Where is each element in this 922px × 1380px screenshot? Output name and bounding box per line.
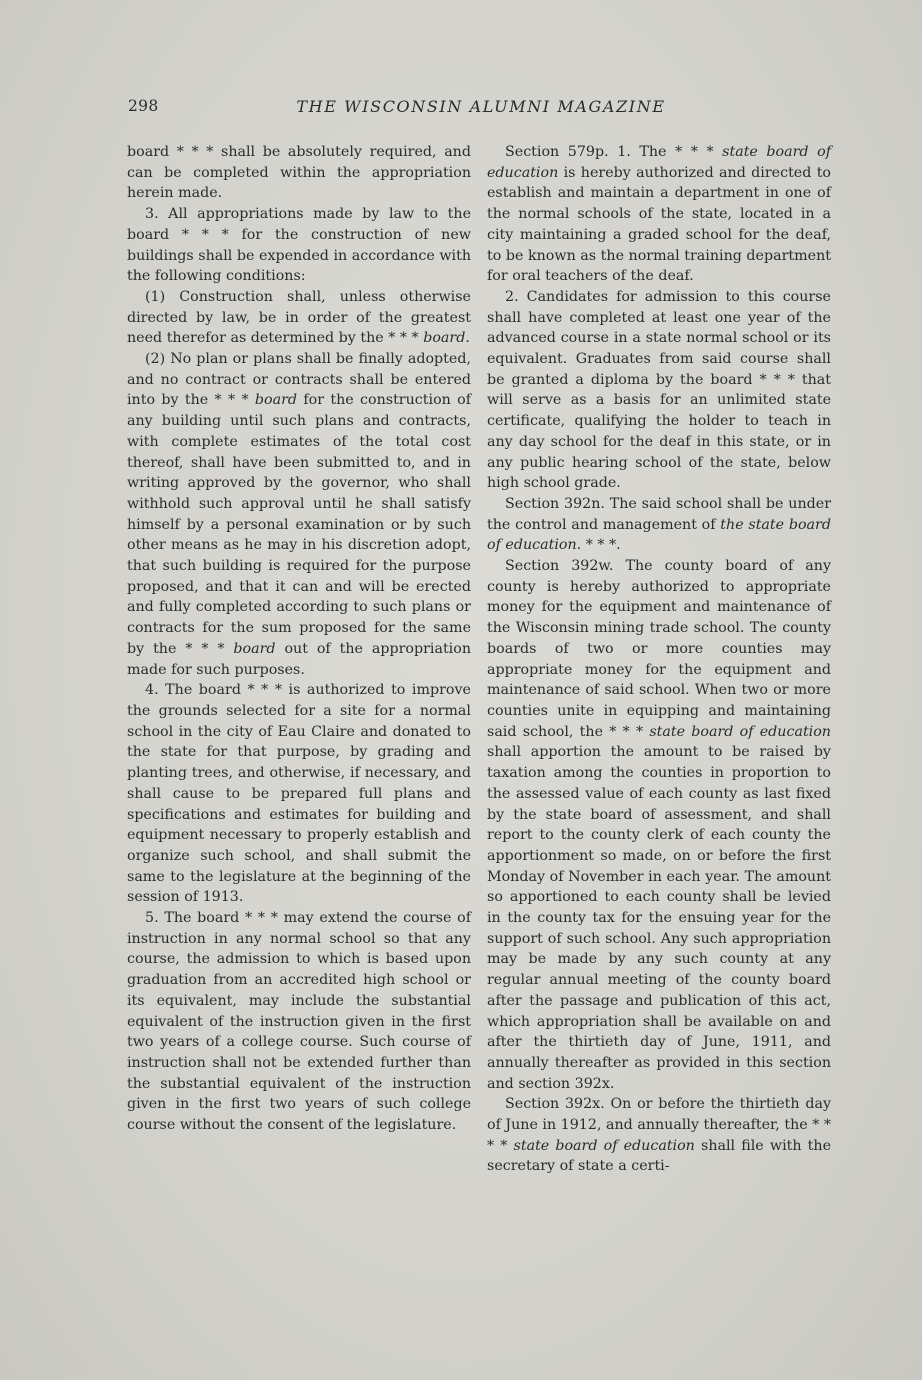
- text-run: 3. All appropriations made by law to the board * * * for the construction of new buildings shall be expended in accordance with the following conditions:: [127, 206, 471, 285]
- right-text-column: [487, 142, 831, 1177]
- paragraph: [127, 680, 471, 908]
- paragraph: [487, 142, 831, 287]
- paragraph: [127, 287, 471, 349]
- italic-text-run: the state board of education.: [487, 516, 831, 554]
- text-run: (2) No plan or plans shall be finally adopted, and no contract or contracts shall be entered into by the * * *: [127, 351, 471, 409]
- text-run: out of the appropriation made for such purposes.: [127, 640, 471, 678]
- text-run: 2. Candidates for admission to this course shall have completed at least one year of the advanced course in a state normal school or its equivalent. Graduates from said course shall be granted a diploma by the board * * * that will serve as a basis for an unlimited state certificate, qualifying the holder to teach in any day school for the deaf in this state, or in any public hearing school of the state, below high school grade.: [487, 288, 831, 492]
- text-run: 4. The board * * * is authorized to improve the grounds selected for a site for a normal school in the city of Eau Claire and donated to the state for that purpose, by grading and planting trees, and otherwise, if necessary, and shall cause to be prepared full plans and specifications and estimates for building and equipment necessary to properly establish and organize such school, and shall submit the same to the legislature at the beginning of the session of 1913.: [127, 682, 471, 906]
- text-run: Section 579p. 1. The * * *: [505, 144, 723, 160]
- text-run: 5. The board * * * may extend the course of instruction in any normal school so that any course, the admission to which is based upon graduation from an accredited high school or its equivalent, may include the substantial equivalent of the instruction given in the first two years of a college course. Such course of instruction shall not be extended further than the substantial equivalent of the instruction given in the first two years of such college course without the consent of the legislature.: [127, 910, 471, 1134]
- italic-text-run: board: [233, 640, 276, 657]
- text-run: shall apportion the amount to be raised by taxation among the counties in proportion to the assessed value of each county as last fixed by the state board of assessment, and shall report to the county clerk of each county the apportionment so made, on or before the first Monday of November in each year. The amount so apportioned to each county shall be levied in the county tax for the ensuing year for the support of such school. Any such appropriation may be made by any such county at any regular annual meeting of the county board after the passage and publication of this act, which appropriation shall be available on and after the thirtieth day of June, 1911, and annually thereafter as provided in this section and section 392x.: [487, 744, 831, 1092]
- text-run: * * *.: [581, 537, 621, 554]
- italic-text-run: state board of education: [649, 723, 831, 740]
- text-run: Section 392n. The said school shall be under the control and management of: [487, 495, 831, 533]
- italic-text-run: state board of education: [513, 1137, 695, 1154]
- paragraph: [127, 204, 471, 287]
- italic-text-run: board: [254, 392, 298, 409]
- left-text-column: [127, 142, 471, 1136]
- paragraph: [487, 556, 831, 1094]
- paragraph: [487, 1094, 831, 1177]
- page-header: [128, 97, 834, 125]
- page-number: 298: [128, 97, 159, 115]
- text-run: (1) Construction shall, unless otherwise directed by law, be in order of the greatest need therefor as determined by the * * *: [127, 288, 471, 347]
- paragraph: [127, 349, 471, 680]
- text-run: for the construction of any building until such plans and contracts, with complete estimates of the total cost thereof, shall have been submitted to, and in writing approved by the governor, who shall withhold such approval until he shall satisfy himself by a personal examination or by such other means as he may in his discretion adopt, that such building is required for the purpose proposed, and that it can and will be erected and fully completed according to such plans or contracts for the sum proposed for the same by the * * *: [127, 392, 472, 657]
- paragraph: [127, 142, 471, 204]
- text-run: board * * * shall be absolutely required, and can be completed within the appropriation herein made.: [127, 144, 471, 202]
- running-title: THE WISCONSIN ALUMNI MAGAZINE: [296, 97, 666, 116]
- text-run: Section 392x. On or before the thirtieth day of June in 1912, and annually thereafter, the * * * *: [487, 1096, 832, 1154]
- text-run: is hereby authorized and directed to establish and maintain a department in one of the normal schools of the state, located in a city maintaining a graded school for the deaf, to be known as the normal training department for oral teachers of the deaf.: [487, 164, 831, 285]
- paragraph: [487, 494, 831, 556]
- paragraph: [127, 908, 471, 1136]
- italic-text-run: board.: [423, 330, 470, 347]
- text-run: Section 392w. The county board of any county is hereby authorized to appropriate money for the equipment and maintenance of the Wisconsin mining trade school. The county boards of two or more counties may appropriate money for the equipment and maintenance of said school. When two or more counties unite in equipping and maintaining said school, the * * *: [487, 558, 831, 740]
- italic-text-run: state board of education: [487, 144, 831, 181]
- paragraph: [487, 287, 831, 494]
- text-run: shall file with the secretary of state a certi-: [487, 1137, 832, 1175]
